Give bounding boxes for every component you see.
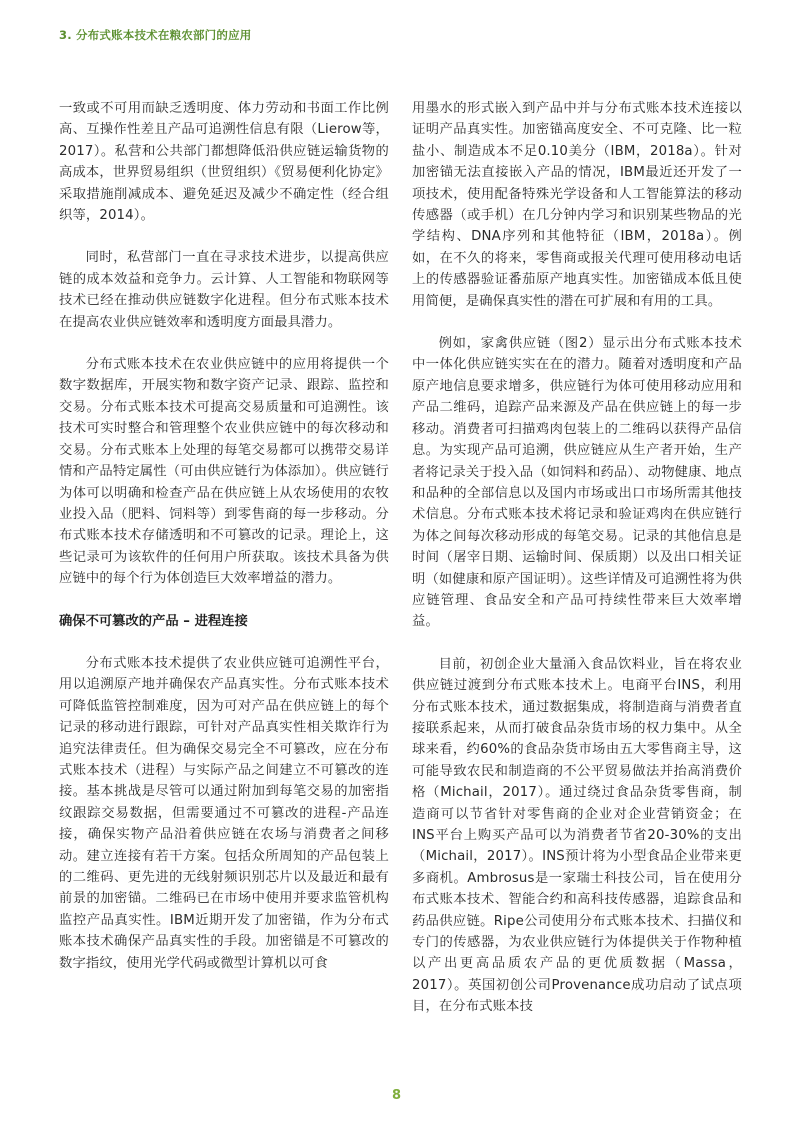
paragraph-poultry-chain: 例如，家禽供应链（图2）显示出分布式账本技术中一体化供应链实实在在的潜力。随着对透明度和产品原产地信息要求增多，供应链行为体可使用移动应用和产品二维码，追踪产品来源及产品在供应链上的每一步移动。消费者可扫描鸡肉包装上的二维码以获得产品信息。为实现产品可追溯，供应链应从生产者开始，生产者将记录关于投入品（如饲料和药品）、动物健康、地点和品种的全部信息以及国内市场或出口市场所需其他技术信息。分布式账本技术将记录和验证鸡肉在供应链行为体之间每次移动形成的每笔交易。记录的其他信息是时间（屠宰日期、运输时间、保质期）以及出口相关证明（如健康和原产国证明）。这些详情及可追溯性将为供应链管理、食品安全和产品可持续性带来巨大效率增益。 xyxy=(412,336,742,630)
paragraph-dlt-application: 分布式账本技术在农业供应链中的应用将提供一个数字数据库，开展实物和数字资产记录、跟踪、监控和交易。分布式账本技术可提高交易质量和可追溯性。该技术可实时整合和管理整个农业供应链中的每次移动和交易。分布式账本上处理的每笔交易都可以携带交易详情和产品特定属性（可由供应链行为体添加）。供应链行为体可以明确和检查产品在供应链上从农场使用的农牧业投入品（肥料、饲料等）到零售商的每一步移动。分布式账本技术存储透明和不可篡改的记录。理论上，这些记录可为该软件的任何用户所获取。该技术具备为供应链中的每个行为体创造巨大效率增益的潜力。 xyxy=(59,357,389,587)
paragraph-crypto-anchor: 用墨水的形式嵌入到产品中并与分布式账本技术连接以证明产品真实性。加密锚高度安全、不可克隆、比一粒盐小、制造成本不足0.10美分（IBM，2018a）。针对加密锚无法直接嵌入产品的情况，IBM最近还开发了一项技术，使用配备特殊光学设备和人工智能算法的移动传感器（或手机）在几分钟内学习和识别某些物品的光学结构、DNA序列和其他特征（IBM，2018a）。例如，在不久的将来，零售商或报关代理可使用移动电话上的传感器验证番茄原产地真实性。加密锚成本低且使用简便，是确保真实性的潜在可扩展和有用的工具。 xyxy=(412,101,742,309)
page-number: 8 xyxy=(391,1088,402,1103)
paragraph-startups: 目前，初创企业大量涌入食品饮料业，旨在将农业供应链过渡到分布式账本技术上。电商平台INS，利用分布式账本技术，通过数据集成，将制造商与消费者直接联系起来，从而打破食品杂货市场的权力集中。从全球来看，约60%的食品杂货市场由五大零售商主导，这可能导致农民和制造商的不公平贸易做法并抬高消费价格（Michail，2017）。通过绕过食品杂货零售商，制造商可以节省针对零售商的企业对企业营销资金；在INS平台上购买产品可以为消费者节省20-30%的支出（Michail，2017）。INS预计将为小型食品企业带来更多商机。Ambrosus是一家瑞士科技公司，旨在使用分布式账本技术、智能合约和高科技传感器，追踪食品和药品供应链。Ripe公司使用分布式账本技术、扫描仪和专门的传感器，为农业供应链行为体提供关于作物种植以产出更高品质农产品的更优质数据（Massa，2017）。英国初创公司Provenance成功启动了试点项目，在分布式账本技 xyxy=(412,656,742,1015)
right-column xyxy=(412,98,742,1018)
running-header: 3. 分布式账本技术在粮农部门的应用 xyxy=(59,28,252,42)
paragraph-continued: 一致或不可用而缺乏透明度、体力劳动和书面工作比例高、互操作性差且产品可追溯性信息有限（Lierow等，2017）。私营和公共部门都想降低沿供应链运输货物的高成本，世界贸易组织（世贸组织）《贸易便利化协定》采取措施削减成本、避免延迟及减少不确定性（经合组织等，2014）。 xyxy=(59,101,389,224)
left-column xyxy=(59,98,389,974)
paragraph-private-sector: 同时，私营部门一直在寻求技术进步，以提高供应链的成本效益和竞争力。云计算、人工智能和物联网等技术已经在推动供应链数字化进程。但分布式账本技术在提高农业供应链效率和透明度方面最具潜力。 xyxy=(59,250,389,330)
paragraph-traceability-platform: 分布式账本技术提供了农业供应链可追溯性平台，用以追溯原产地并确保农产品真实性。分布式账本技术可降低监管控制难度，因为可对产品在供应链上的每个记录的移动进行跟踪，可针对产品真实性相关欺诈行为追究法律责任。但为确保交易完全不可篡改，应在分布式账本技术（进程）与实际产品之间建立不可篡改的连接。基本挑战是尽管可以通过附加到每笔交易的加密指纹跟踪交易数据，但需要通过不可篡改的进程-产品连接，确保实物产品沿着供应链在农场与消费者之间移动。建立连接有若干方案。包括众所周知的产品包装上的二维码、更先进的无线射频识别芯片以及最近和最有前景的加密锚。二维码已在市场中使用并要求监管机构监控产品真实性。IBM近期开发了加密锚，作为分布式账本技术确保产品真实性的手段。加密锚是不可篡改的数字指纹，使用光学代码或微型计算机以可食 xyxy=(59,655,389,971)
section-heading: 确保不可篡改的产品 – 进程连接 xyxy=(59,613,248,629)
